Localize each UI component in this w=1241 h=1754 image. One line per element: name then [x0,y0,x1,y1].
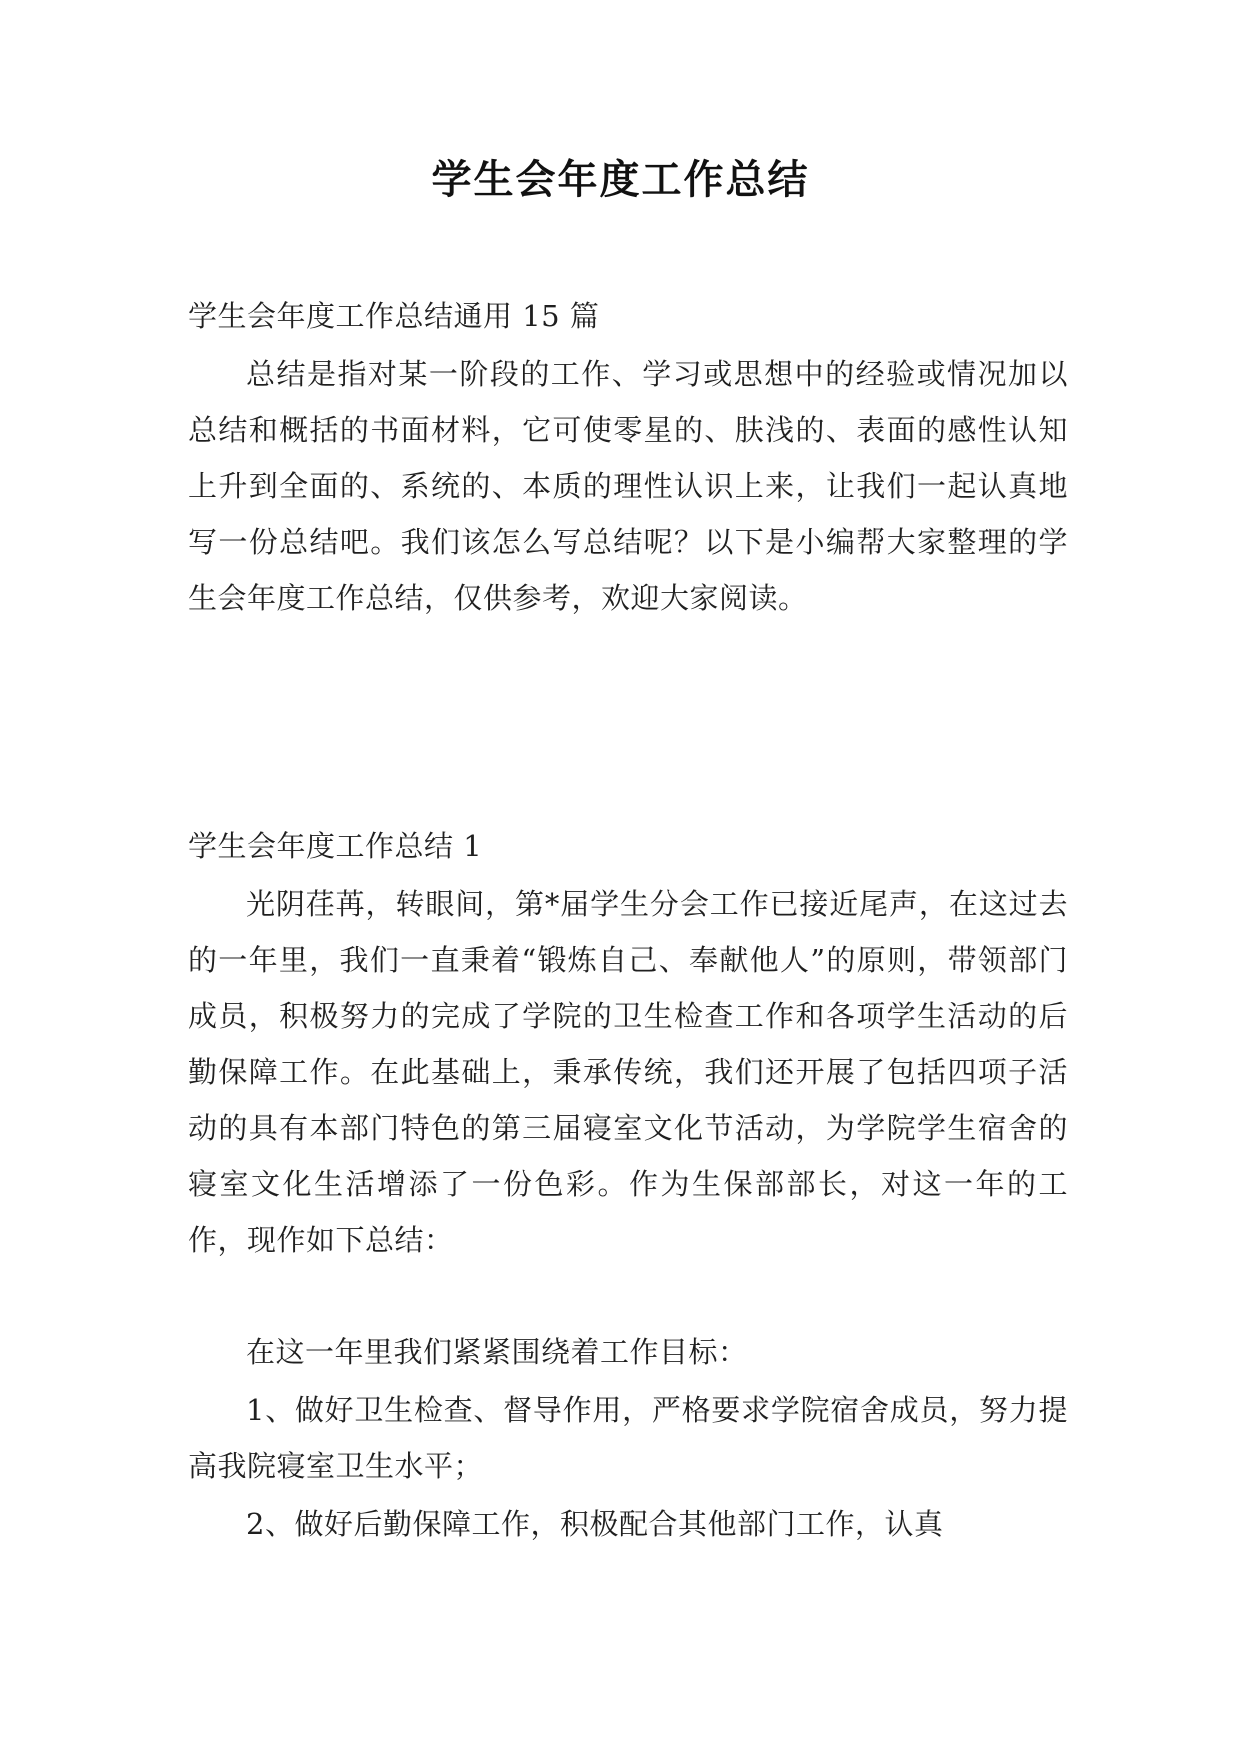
section-1-list-item-1: 1、做好卫生检查、督导作用，严格要求学院宿舍成员，努力提高我院寝室卫生水平； [188,1393,1068,1483]
section-1-paragraph-1: 光阴荏苒，转眼间，第*届学生分会工作已接近尾声，在这过去的一年里，我们一直秉着“锻炼自己、奉献他人”的原则，带领部门成员，积极努力的完成了学院的卫生检查工作和各项学生活动的后勤保障工作。在此基础上，秉承传统，我们还开展了包括四项子活动的具有本部门特色的第三届寝室文化节活动，为学院学生宿舍的寝室文化生活增添了一份色彩。作为生保部部长，对这一年的工作，现作如下总结： [188,887,1068,1257]
intro-heading: 学生会年度工作总结通用 15 篇 [188,299,600,333]
section-1-heading: 学生会年度工作总结 1 [188,829,483,863]
section-1-list-item-2: 2、做好后勤保障工作，积极配合其他部门工作，认真 [246,1507,944,1541]
section-1-paragraph-2: 在这一年里我们紧紧围绕着工作目标： [246,1335,748,1369]
document-title: 学生会年度工作总结 [431,157,810,203]
intro-paragraph: 总结是指对某一阶段的工作、学习或思想中的经验或情况加以总结和概括的书面材料，它可使零星的、肤浅的、表面的感性认知上升到全面的、系统的、本质的理性认识上来，让我们一起认真地写一份总结吧。我们该怎么写总结呢？以下是小编帮大家整理的学生会年度工作总结，仅供参考，欢迎大家阅读。 [188,357,1068,615]
